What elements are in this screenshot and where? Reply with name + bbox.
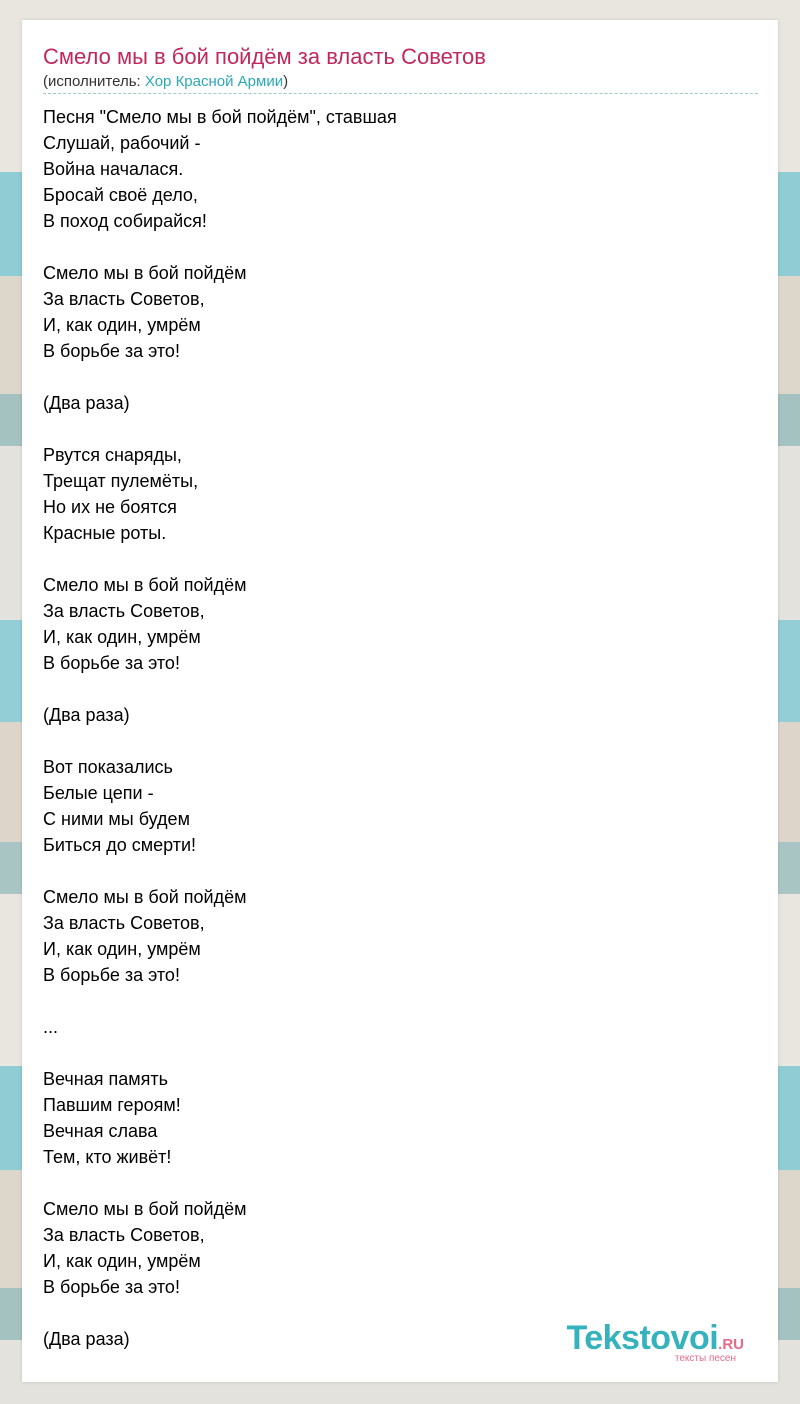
lyric-line: В борьбе за это! bbox=[43, 965, 180, 985]
lyric-line bbox=[43, 364, 758, 390]
lyrics-card bbox=[22, 20, 778, 1382]
lyric-line: За власть Советов, bbox=[43, 1225, 205, 1245]
lyric-line: Война началася. bbox=[43, 159, 184, 179]
artist-prefix: (исполнитель: bbox=[43, 73, 145, 90]
artist-link[interactable]: Хор Красной Армии bbox=[144, 73, 284, 90]
lyric-line bbox=[43, 1040, 758, 1066]
lyric-line: Смело мы в бой пойдём bbox=[43, 887, 247, 907]
lyric-line: Белые цепи - bbox=[43, 783, 154, 803]
lyric-line: ... bbox=[43, 1017, 59, 1037]
lyric-line bbox=[43, 1170, 758, 1196]
lyric-line: За власть Советов, bbox=[43, 601, 205, 621]
lyric-line: Вечная память bbox=[43, 1069, 168, 1089]
lyric-line: С ними мы будем bbox=[43, 809, 190, 829]
lyric-line: Красные роты. bbox=[43, 523, 167, 543]
lyrics-text bbox=[43, 104, 758, 1352]
lyric-line: Бросай своё дело, bbox=[43, 185, 198, 205]
lyric-line: И, как один, умрём bbox=[43, 1251, 201, 1271]
lyric-line: В борьбе за это! bbox=[43, 1277, 180, 1297]
lyric-line: Песня "Смело мы в бой пойдём", ставшая bbox=[43, 107, 397, 127]
lyric-line bbox=[43, 416, 758, 442]
lyric-line: Смело мы в бой пойдём bbox=[43, 1199, 247, 1219]
logo-tld: .RU bbox=[718, 1336, 744, 1353]
lyric-line: Вот показались bbox=[43, 757, 173, 777]
artist-suffix: ) bbox=[283, 73, 289, 90]
lyric-line bbox=[43, 728, 758, 754]
logo-tagline: тексты песен bbox=[674, 1353, 736, 1364]
lyric-line bbox=[43, 676, 758, 702]
artist-line bbox=[43, 73, 288, 90]
lyric-line: Смело мы в бой пойдём bbox=[43, 263, 247, 283]
lyric-line: В борьбе за это! bbox=[43, 653, 180, 673]
lyric-line: За власть Советов, bbox=[43, 289, 205, 309]
lyric-line: Вечная слава bbox=[43, 1121, 158, 1141]
logo-name: Tekstovoi bbox=[566, 1319, 719, 1357]
lyric-line: За власть Советов, bbox=[43, 913, 205, 933]
lyric-line: Трещат пулемёты, bbox=[43, 471, 199, 491]
lyric-line bbox=[43, 858, 758, 884]
lyric-line: В поход собирайся! bbox=[43, 211, 207, 231]
site-logo[interactable] bbox=[566, 1319, 744, 1364]
lyric-line: Рвутся снаряды, bbox=[43, 445, 182, 465]
lyric-line bbox=[43, 546, 758, 572]
lyric-line: (Два раза) bbox=[43, 705, 130, 725]
lyric-line: Но их не боятся bbox=[43, 497, 177, 517]
lyric-line bbox=[43, 988, 758, 1014]
lyric-line: Слушай, рабочий - bbox=[43, 133, 201, 153]
lyric-line: И, как один, умрём bbox=[43, 315, 201, 335]
lyric-line bbox=[43, 234, 758, 260]
lyric-line: (Два раза) bbox=[43, 393, 130, 413]
dashed-divider bbox=[43, 93, 758, 94]
lyric-line: В борьбе за это! bbox=[43, 341, 180, 361]
lyric-line: Биться до смерти! bbox=[43, 835, 197, 855]
lyric-line: И, как один, умрём bbox=[43, 939, 201, 959]
lyric-line: Смело мы в бой пойдём bbox=[43, 575, 247, 595]
lyric-line: И, как один, умрём bbox=[43, 627, 201, 647]
lyric-line: Павшим героям! bbox=[43, 1095, 181, 1115]
song-title: Смело мы в бой пойдём за власть Советов bbox=[43, 44, 486, 69]
lyric-line: Тем, кто живёт! bbox=[43, 1147, 172, 1167]
lyric-line: (Два раза) bbox=[43, 1329, 130, 1349]
